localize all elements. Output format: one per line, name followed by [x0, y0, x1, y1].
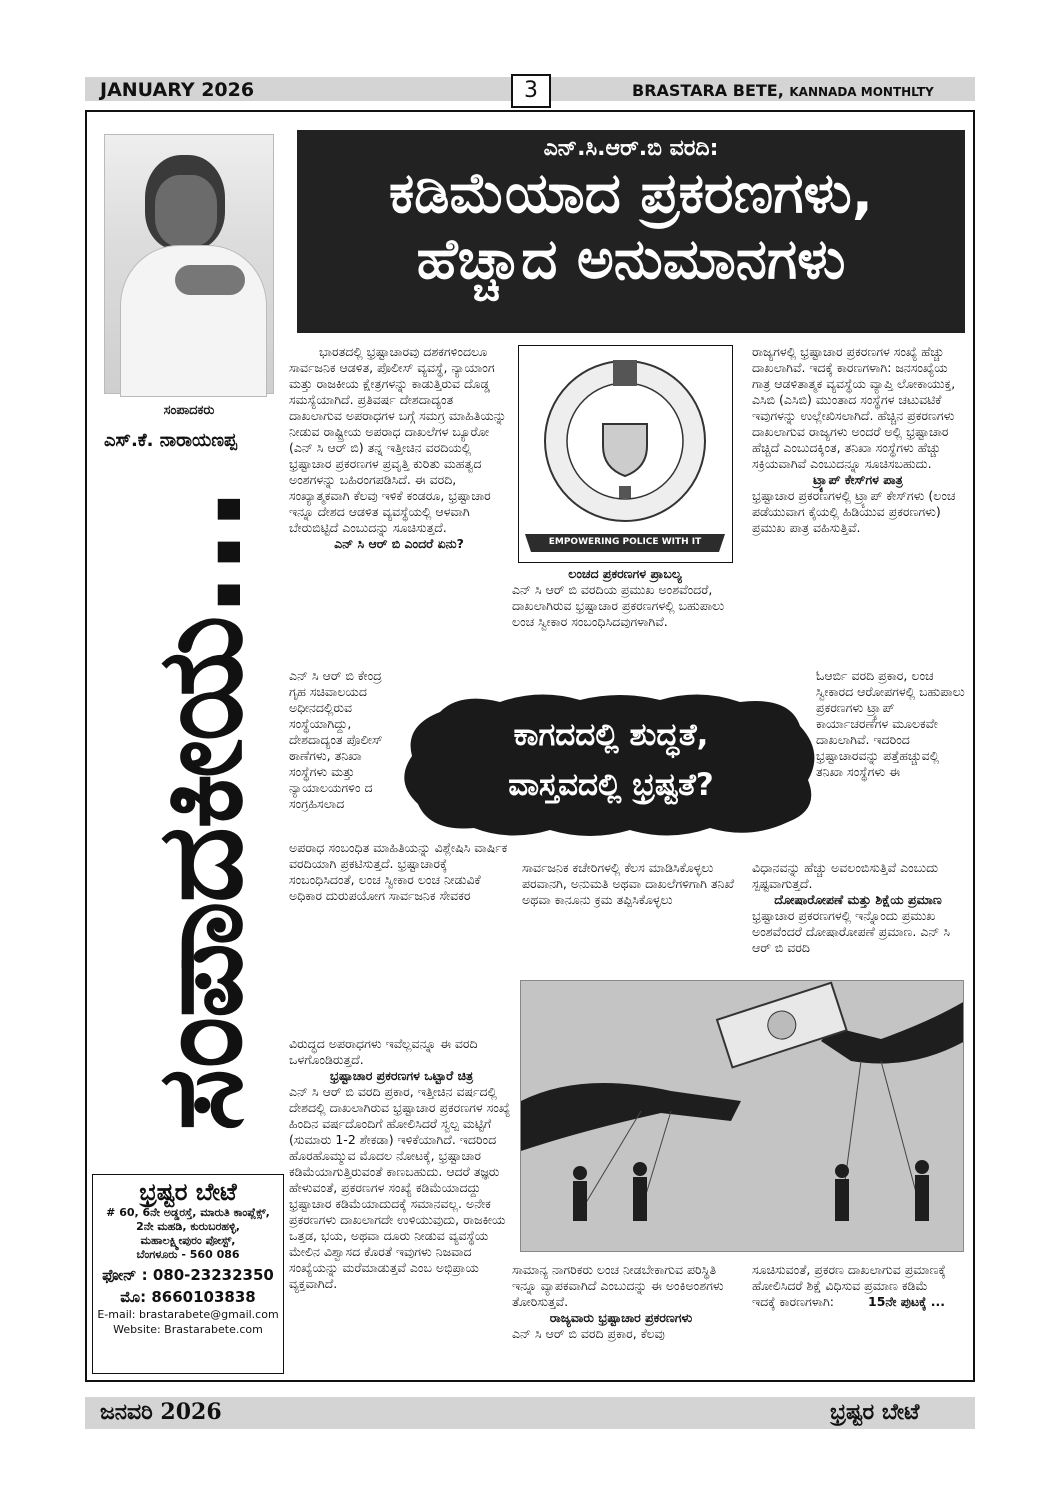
editor-photo: [104, 134, 274, 394]
page-number: 3: [511, 74, 551, 108]
article-column-1: [289, 344, 509, 552]
phone: ಫೋನ್ : 080-23232350: [102, 1266, 274, 1284]
article-column-2: [512, 566, 738, 630]
paper-name: BRASTARA BETE,: [632, 81, 784, 100]
paragraph: ಸಾರ್ವಜನಿಕ ಕಚೇರಿಗಳಲ್ಲಿ ಕೆಲಸ ಮಾಡಿಸಿಕೊಳ್ಳಲು ಪರವಾನಗಿ, ಅನುಮತಿ ಅಥವಾ ದಾಖಲೆಗಳಿಗಾಗಿ ತನಿಖೆ ಅಥವಾ ಕಾನೂನು ಕ್ರಮ ತಪ್ಪಿಸಿಕೊಳ್ಳಲು: [522, 860, 735, 907]
address-line: 2ನೇ ಮಹಡಿ, ಕುರುಬರಹಳ್ಳಿ,: [136, 1220, 240, 1233]
paragraph: ಓಆರ್ಬಿ ವರದಿ ಪ್ರಕಾರ, ಲಂಚ ಸ್ವೀಕಾರದ ಆರೋಪಗಳಲ್ಲಿ ಬಹುಪಾಲು ಪ್ರಕರಣಗಳು ಟ್ರ್ಯಾಪ್ ಕಾರ್ಯಾಚರಣೆಗಳ ಮೂಲಕವೇ ದಾಖಲಾಗಿವೆ. ಇದರಿಂದ ಭ್ರಷ್ಟಾಚಾರವನ್ನು ಪತ್ತೆಹಚ್ಚುವಲ್ಲಿ ತನಿಖಾ ಸಂಸ್ಥೆಗಳು ಈ: [816, 668, 965, 779]
editor-label: ಸಂಪಾದಕರು: [163, 403, 215, 418]
vertical-title-text: ಸಂಪಾದಕೀಯ...: [130, 488, 268, 1132]
footer-paper-name: ಭ್ರಷ್ಟರ ಬೇಟೆ: [830, 1399, 920, 1425]
paper-subtitle: KANNADA MONTHLTY: [789, 85, 934, 99]
address-box: [92, 1174, 284, 1374]
article-kicker: ಎನ್.ಸಿ.ಆರ್.ಬಿ ವರದಿ:: [543, 136, 719, 161]
headline-box: [297, 130, 965, 333]
subheading: ರಾಜ್ಯವಾರು ಭ್ರಷ್ಟಾಚಾರ ಪ್ರಕರಣಗಳು: [549, 1310, 693, 1325]
ncrb-logo: [518, 345, 733, 563]
email: E-mail: brastarabete@gmail.com: [97, 1308, 279, 1321]
paragraph: ಸಾಮಾನ್ಯ ನಾಗರಿಕರು ಲಂಚ ನೀಡಬೇಕಾಗುವ ಪರಿಸ್ಥಿತಿ ಇನ್ನೂ ವ್ಯಾಪಕವಾಗಿದೆ ಎಂಬುದನ್ನು ಈ ಅಂಕಿಅಂಶಗಳು ತೋರಿಸುತ್ತವೆ.: [512, 1262, 724, 1309]
article-column-3: [752, 344, 964, 536]
paragraph: ಎನ್ ಸಿ ಆರ್ ಬಿ ಕೇಂದ್ರ ಗೃಹ ಸಚಿವಾಲಯದ ಅಧೀನದಲ್ಲಿರುವ ಸಂಸ್ಥೆಯಾಗಿದ್ದು, ದೇಶದಾದ್ಯಂತ ಪೊಲೀಸ್ ಠಾಣೆಗಳು, ತನಿಖಾ ಸಂಸ್ಥೆಗಳು ಮತ್ತು ನ್ಯಾಯಾಲಯಗಳಿಂ ದ ಸಂಗ್ರಹಿಸಲಾದ: [289, 668, 383, 811]
subheading: ಭ್ರಷ್ಟಾಚಾರ ಪ್ರಕರಣಗಳ ಒಟ್ಟಾರೆ ಚಿತ್ರ: [329, 1068, 474, 1083]
address-line: ಬೆಂಗಳೂರು - 560 086: [136, 1248, 240, 1261]
footer-month: ಜನವರಿ 2026: [100, 1399, 222, 1425]
header-month: JANUARY 2026: [100, 79, 255, 101]
header-paper-name: [632, 81, 934, 100]
subheading: ಟ್ರ್ಯಾಪ್ ಕೇಸ್‌ಗಳ ಪಾತ್ರ: [813, 472, 903, 487]
paragraph: ವಿರುದ್ಧದ ಅಪರಾಧಗಳು ಇವೆಲ್ಲವನ್ನೂ ಈ ವರದಿ ಒಳಗೊಂಡಿರುತ್ತದೆ.: [289, 1036, 478, 1067]
subheading: ಎನ್ ಸಿ ಆರ್ ಬಿ ಎಂದರೆ ಏನು?: [334, 536, 464, 551]
headline-line2: ಹೆಚ್ಚಾದ ಅನುಮಾನಗಳು: [416, 227, 846, 292]
paragraph: ಎನ್ ಸಿ ಆರ್ ಬಿ ವರದಿಯ ಪ್ರಮುಖ ಅಂಶವೆಂದರೆ, ದಾಖಲಾಗಿರುವ ಭ್ರಷ್ಟಾಚಾರ ಪ್ರಕರಣಗಳಲ್ಲಿ ಬಹುಪಾಲು ಲಂಚ ಸ್ವೀಕಾರ ಸಂಬಂಧಿಸಿದವುಗಳಾಗಿವೆ.: [512, 582, 725, 629]
website: Website: Brastarabete.com: [113, 1323, 263, 1336]
article-column-3-cont: [752, 860, 964, 956]
article-column-1-narrow: [289, 668, 384, 812]
paragraph: ಭ್ರಷ್ಟಾಚಾರ ಪ್ರಕರಣಗಳಲ್ಲಿ ಇನ್ನೊಂದು ಪ್ರಮುಖ ಅಂಶವೆಂದರೆ ದೋಷಾರೋಪಣೆ ಪ್ರಮಾಣ. ಎನ್ ಸಿ ಆರ್ ಬಿ ವರದಿ: [752, 908, 950, 955]
paragraph: ಭಾರತದಲ್ಲಿ ಭ್ರಷ್ಟಾಚಾರವು ದಶಕಗಳಿಂದಲೂ ಸಾರ್ವಜನಿಕ ಆಡಳಿತ, ಪೊಲೀಸ್ ವ್ಯವಸ್ಥೆ, ನ್ಯಾಯಾಂಗ ಮತ್ತು ರಾಜಕೀಯ ಕ್ಷೇತ್ರಗಳನ್ನು ಕಾಡುತ್ತಿರುವ ದೊಡ್ಡ ಸಮಸ್ಯೆಯಾಗಿದೆ. ಪ್ರತಿವರ್ಷ ದೇಶದಾದ್ಯಂತ ದಾಖಲಾಗುವ ಅಪರಾಧಗಳ ಬಗ್ಗೆ ಸಮಗ್ರ ಮಾಹಿತಿಯನ್ನು ನೀಡುವ ರಾಷ್ಟ್ರೀಯ ಅಪರಾಧ ದಾಖಲೆಗಳ ಬ್ಯೂರೋ (ಎನ್ ಸಿ ಆರ್ ಬಿ) ತನ್ನ ಇತ್ತೀಚಿನ ವರದಿಯಲ್ಲಿ ಭ್ರಷ್ಟಾಚಾರ ಪ್ರಕರಣಗಳ ಪ್ರವೃತ್ತಿ ಕುರಿತು ಮಹತ್ವದ ಅಂಶಗಳನ್ನು ಬಹಿರಂಗಪಡಿಸಿದೆ. ಈ ವರದಿ, ಸಂಖ್ಯಾತ್ಮಕವಾಗಿ ಕೆಲವು ಇಳಿಕೆ ಕಂಡರೂ, ಭ್ರಷ್ಟಾಚಾರ ಇನ್ನೂ ದೇಶದ ಆಡಳಿತ ವ್ಯವಸ್ಥೆಯಲ್ಲಿ ಆಳವಾಗಿ ಬೇರುಬಿಟ್ಟಿದೆ ಎಂಬುದನ್ನು ಸೂಚಿಸುತ್ತದೆ.: [289, 344, 507, 535]
paragraph: ವಿಧಾನವನ್ನು ಹೆಚ್ಚು ಅವಲಂಬಿಸುತ್ತಿವೆ ಎಂಬುದು ಸ್ಪಷ್ಟವಾಗುತ್ತದೆ.: [752, 860, 939, 891]
editor-name: ಎಸ್.ಕೆ. ನಾರಾಯಣಪ್ಪ: [104, 430, 237, 451]
paragraph: ಅಪರಾಧ ಸಂಬಂಧಿತ ಮಾಹಿತಿಯನ್ನು ವಿಶ್ಲೇಷಿಸಿ ವಾರ್ಷಿಕ ವರದಿಯಾಗಿ ಪ್ರಕಟಿಸುತ್ತದೆ. ಭ್ರಷ್ಟಾಚಾರಕ್ಕೆ ಸಂಬಂಧಿಸಿದಂತೆ, ಲಂಚ ಸ್ವೀಕಾರ ಲಂಚ ನೀಡುವಿಕೆ ಅಧಿಕಾರ ದುರುಪಯೋಗ ಸಾರ್ವಜನಿಕ ಸೇವಕರ: [289, 840, 508, 903]
subheading: ದೋಷಾರೋಪಣೆ ಮತ್ತು ಶಿಕ್ಷೆಯ ಪ್ರಮಾಣ: [774, 892, 942, 907]
paragraph: ಎನ್ ಸಿ ಆರ್ ಬಿ ವರದಿ ಪ್ರಕಾರ, ಕೆಲವು: [512, 1326, 665, 1341]
paragraph: [752, 1294, 964, 1310]
address-title: ಭ್ರಷ್ಟರ ಬೇಟೆ: [139, 1178, 237, 1206]
article-column-3-narrow: [816, 668, 966, 780]
article-column-1-lower: [289, 1036, 514, 1292]
address-line: # 60, 6ನೇ ಅಡ್ಡರಸ್ತೆ, ಮಾರುತಿ ಕಾಂಪ್ಲೆಕ್ಸ್,: [106, 1206, 270, 1219]
article-column-3-bottom: [752, 1262, 964, 1310]
corruption-illustration: [520, 980, 964, 1252]
callout-line1: ಕಾಗದದಲ್ಲಿ ಶುದ್ಧತೆ,: [513, 717, 709, 753]
logo-tagline: EMPOWERING POLICE WITH IT: [548, 537, 702, 547]
address-line: ಮಹಾಲಕ್ಷ್ಮೀಪುರಂ ಪೋಸ್ಟ್,: [140, 1234, 236, 1247]
mobile: ಮೊ: 8660103838: [120, 1288, 256, 1306]
continued-link[interactable]: 15ನೇ ಪುಟಕ್ಕೆ ...: [868, 1294, 946, 1309]
callout-bubble: [400, 692, 822, 838]
callout-line2: ವಾಸ್ತವದಲ್ಲಿ ಭ್ರಷ್ಟತೆ?: [508, 767, 714, 803]
subheading: ಲಂಚದ ಪ್ರಕರಣಗಳ ಪ್ರಾಬಲ್ಯ: [568, 566, 682, 581]
article-column-1-cont: [289, 840, 514, 904]
paragraph: ಎನ್ ಸಿ ಆರ್ ಬಿ ವರದಿ ಪ್ರಕಾರ, ಇತ್ತೀಚಿನ ವರ್ಷದಲ್ಲಿ ದೇಶದಲ್ಲಿ ದಾಖಲಾಗಿರುವ ಭ್ರಷ್ಟಾಚಾರ ಪ್ರಕರಣಗಳ ಸಂಖ್ಯೆ ಹಿಂದಿನ ವರ್ಷದೊಂದಿಗೆ ಹೋಲಿಸಿದರೆ ಸ್ವಲ್ಪ ಮಟ್ಟಿಗೆ (ಸುಮಾರು 1-2 ಶೇಕಡಾ) ಇಳಿಕೆಯಾಗಿದೆ. ಇದರಿಂದ ಹೊರಹೊಮ್ಮುವ ಮೊದಲ ನೋಟಕ್ಕೆ, ಭ್ರಷ್ಟಾಚಾರ ಕಡಿಮೆಯಾಗುತ್ತಿರುವಂತೆ ಕಾಣಬಹುದು. ಆದರೆ ತಜ್ಞರು ಹೇಳುವಂತೆ, ಪ್ರಕರಣಗಳ ಸಂಖ್ಯೆ ಕಡಿಮೆಯಾದದ್ದು ಭ್ರಷ್ಟಾಚಾರ ಕಡಿಮೆಯಾದುದಕ್ಕೆ ಸಮಾನವಲ್ಲ. ಅನೇಕ ಪ್ರಕರಣಗಳು ದಾಖಲಾಗದೇ ಉಳಿಯುವುದು, ರಾಜಕೀಯ ಒತ್ತಡ, ಭಯ, ಅಥವಾ ದೂರು ನೀಡುವ ವ್ಯವಸ್ಥೆಯ ಮೇಲಿನ ವಿಶ್ವಾಸದ ಕೊರತೆ ಇವುಗಳು ನಿಜವಾದ ಸಂಖ್ಯೆಯನ್ನು ಮರೆಮಾಡುತ್ತವೆ ಎಂಬ ಅಭಿಪ್ರಾಯ ವ್ಯಕ್ತವಾಗಿದೆ.: [289, 1084, 511, 1291]
headline-line1: ಕಡಿಮೆಯಾದ ಪ್ರಕರಣಗಳು,: [388, 161, 874, 226]
paragraph: ರಾಜ್ಯಗಳಲ್ಲಿ ಭ್ರಷ್ಟಾಚಾರ ಪ್ರಕರಣಗಳ ಸಂಖ್ಯೆ ಹೆಚ್ಚು ದಾಖಲಾಗಿವೆ. ಇದಕ್ಕೆ ಕಾರಣಗಳಾಗಿ: ಜನಸಂಖ್ಯೆಯ ಗಾತ್ರ ಆಡಳಿತಾತ್ಮಕ ವ್ಯವಸ್ಥೆಯ ವ್ಯಾಪ್ತಿ ಲೋಕಾಯುಕ್ತ, ಎಸಿಬಿ (ಎಸಿಬಿ) ಮುಂತಾದ ಸಂಸ್ಥೆಗಳ ಚಟುವಟಿಕೆ ಇವುಗಳನ್ನು ಉಲ್ಲೇಖಿಸಲಾಗಿದೆ. ಹೆಚ್ಚಿನ ಪ್ರಕರಣಗಳು ದಾಖಲಾಗುವ ರಾಜ್ಯಗಳು ಅಂದರೆ ಅಲ್ಲಿ ಭ್ರಷ್ಟಾಚಾರ ಹೆಚ್ಚಿದೆ ಎಂಬುದಕ್ಕಿಂತ, ತನಿಖಾ ಸಂಸ್ಥೆಗಳು ಹೆಚ್ಚು ಸಕ್ರಿಯವಾಗಿವೆ ಎಂಬುದನ್ನೂ ಸೂಚಿಸಬಹುದು.: [752, 344, 956, 471]
article-column-2-cont: [522, 860, 740, 908]
editorial-vertical-title: [100, 470, 300, 1150]
reasons-label: ಇದಕ್ಕೆ ಕಾರಣಗಳಾಗಿ:: [752, 1294, 835, 1309]
paragraph: ಸೂಚಿಸುವಂತೆ, ಪ್ರಕರಣ ದಾಖಲಾಗುವ ಪ್ರಮಾಣಕ್ಕೆ ಹೋಲಿಸಿದರೆ ಶಿಕ್ಷೆ ವಿಧಿಸುವ ಪ್ರಮಾಣ ಕಡಿಮೆ: [752, 1262, 946, 1293]
paragraph: ಭ್ರಷ್ಟಾಚಾರ ಪ್ರಕರಣಗಳಲ್ಲಿ ಟ್ರ್ಯಾಪ್ ಕೇಸ್‌ಗಳು (ಲಂಚ ಪಡೆಯುವಾಗ ಕೈಯಲ್ಲಿ ಹಿಡಿಯುವ ಪ್ರಕರಣಗಳು) ಪ್ರಮುಖ ಪಾತ್ರ ವಹಿಸುತ್ತಿವೆ.: [752, 488, 956, 535]
article-column-2-bottom: [512, 1262, 730, 1342]
